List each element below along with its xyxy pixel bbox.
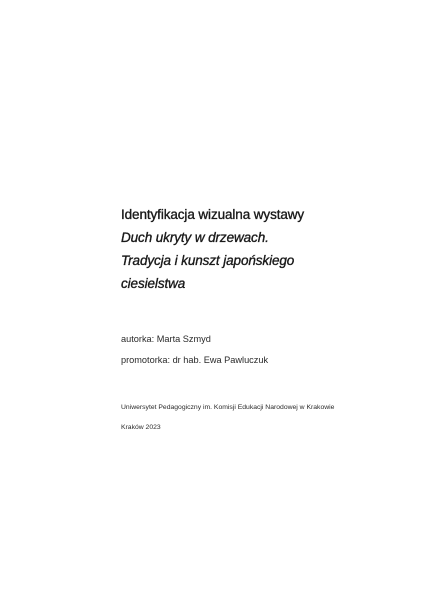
authors-block — [121, 329, 268, 371]
title-line-1: Identyfikacja wizualna wystawy — [121, 207, 305, 222]
place-year: Kraków 2023 — [121, 424, 161, 431]
institution-block — [121, 398, 334, 438]
university-name: Uniwersytet Pedagogiczny im. Komisji Edukacji Narodowej w Krakowie — [121, 404, 335, 411]
title-line-2: Duch ukryty w drzewach. — [121, 230, 269, 245]
supervisor-line: promotorka: dr hab. Ewa Pawluczuk — [121, 355, 269, 365]
author-line: autorka: Marta Szmyd — [121, 334, 211, 344]
title-line-4: ciesielstwa — [121, 276, 186, 291]
thesis-title — [121, 203, 401, 295]
title-line-3: Tradycja i kunszt japońskiego — [121, 253, 295, 268]
